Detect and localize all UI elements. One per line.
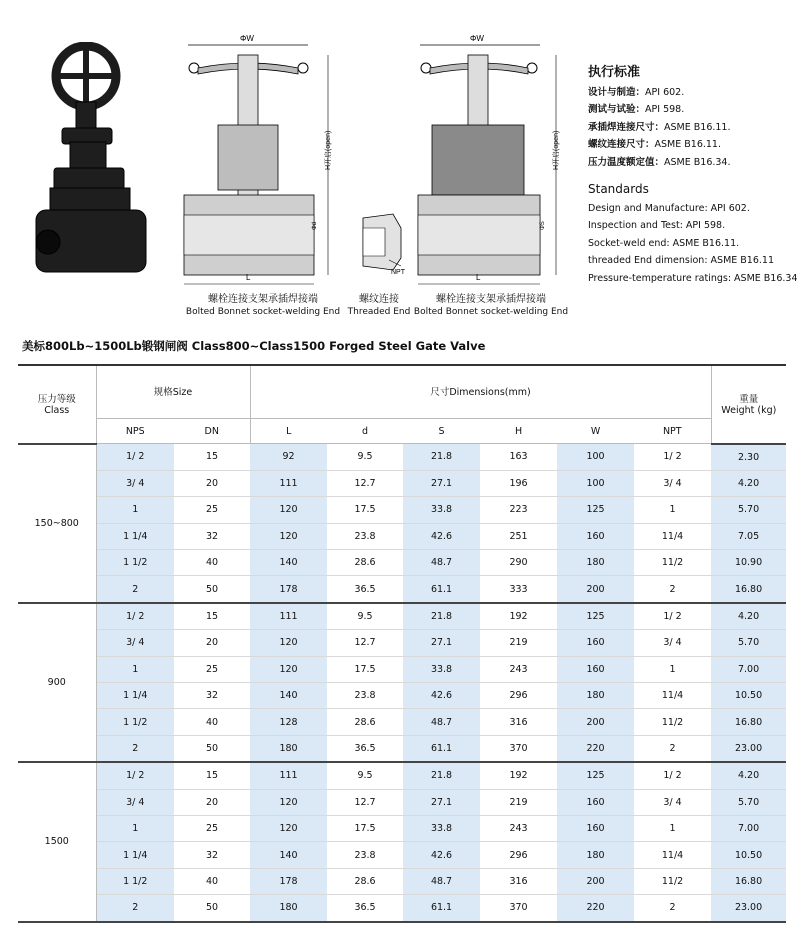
table-cell: 1 1/4 [96, 683, 174, 709]
table-cell: 11/4 [634, 523, 711, 549]
table-cell: 17.5 [327, 656, 403, 682]
socket-weld-drawing-1 [178, 30, 348, 292]
column-header-s: S [403, 419, 480, 444]
table-cell: 140 [250, 683, 327, 709]
table-cell: 5.70 [711, 497, 786, 523]
table-cell: 1 1/4 [96, 523, 174, 549]
table-title: 美标800Lb~1500Lb锻钢闸阀 Class800~Class1500 Forged Steel Gate Valve [22, 339, 486, 353]
table-cell: 223 [480, 497, 557, 523]
dim-w-label-1: ΦW [240, 34, 254, 43]
table-cell: 20 [174, 470, 250, 496]
table-cell: 3/ 4 [96, 630, 174, 656]
table-cell: 11/2 [634, 550, 711, 576]
standards-cn-line: 测试与试验：API 598. [588, 104, 685, 115]
table-cell: 2 [96, 735, 174, 762]
table-cell: 3/ 4 [96, 789, 174, 815]
standards-cn-line: 螺纹连接尺寸：ASME B16.11. [588, 139, 721, 150]
table-cell: 15 [174, 603, 250, 630]
table-cell: 36.5 [327, 735, 403, 762]
dim-d-label-1: Φd [312, 221, 318, 230]
table-cell: 12.7 [327, 630, 403, 656]
table-cell: 15 [174, 762, 250, 789]
table-cell: 61.1 [403, 735, 480, 762]
table-cell: 120 [250, 630, 327, 656]
table-cell: 333 [480, 576, 557, 603]
caption-cn-1: 螺栓连接支架承插焊接端 [208, 294, 318, 305]
column-header-w: W [557, 419, 634, 444]
table-cell: 33.8 [403, 497, 480, 523]
table-cell: 220 [557, 895, 634, 922]
table-cell: 36.5 [327, 895, 403, 922]
table-cell: 25 [174, 815, 250, 841]
standards-en-line: Design and Manufacture: API 602. [588, 202, 750, 214]
table-cell: 9.5 [327, 762, 403, 789]
table-cell: 370 [480, 895, 557, 922]
table-cell: 125 [557, 603, 634, 630]
table-cell: 220 [557, 735, 634, 762]
table-row [18, 868, 786, 894]
table-cell: 219 [480, 630, 557, 656]
table-cell: 25 [174, 497, 250, 523]
weight-header: 重量 Weight (kg) [711, 364, 786, 444]
standards-cn-heading: 执行标准 [588, 65, 641, 80]
table-cell: 16.80 [711, 709, 786, 735]
table-cell: 316 [480, 868, 557, 894]
table-cell: 40 [174, 868, 250, 894]
table-cell: 290 [480, 550, 557, 576]
column-header-dn: DN [174, 419, 250, 444]
valve-photo [28, 42, 156, 282]
table-cell: 2.30 [711, 444, 786, 471]
table-row [18, 576, 786, 603]
table-cell: 160 [557, 630, 634, 656]
npt-label: NPT [391, 269, 405, 276]
table-cell: 61.1 [403, 895, 480, 922]
caption-cn-2: 螺纹连接 [359, 294, 399, 305]
table-cell: 111 [250, 470, 327, 496]
table-cell: 28.6 [327, 709, 403, 735]
column-header-l: L [250, 419, 327, 444]
table-cell: 21.8 [403, 603, 480, 630]
standards-en-heading: Standards [588, 182, 649, 196]
table-cell: 1/ 2 [96, 444, 174, 471]
table-cell: 1 [634, 497, 711, 523]
table-cell: 48.7 [403, 868, 480, 894]
table-cell: 160 [557, 815, 634, 841]
table-cell: 1 [634, 656, 711, 682]
dim-s-label-2: ΦS [540, 221, 546, 230]
table-cell: 370 [480, 735, 557, 762]
table-cell: 21.8 [403, 444, 480, 471]
table-cell: 1 [96, 656, 174, 682]
table-cell: 1/ 2 [96, 603, 174, 630]
table-cell: 3/ 4 [96, 470, 174, 496]
table-cell: 125 [557, 762, 634, 789]
standards-en-line: Inspection and Test: API 598. [588, 220, 726, 231]
table-cell: 2 [96, 576, 174, 603]
socket-weld-drawing-2 [410, 30, 580, 292]
table-cell: 180 [557, 683, 634, 709]
table-cell: 192 [480, 603, 557, 630]
table-cell: 100 [557, 470, 634, 496]
table-cell: 20 [174, 789, 250, 815]
table-cell: 42.6 [403, 683, 480, 709]
table-row [18, 550, 786, 576]
table-cell: 120 [250, 656, 327, 682]
table-cell: 7.05 [711, 523, 786, 549]
table-cell: 2 [634, 576, 711, 603]
table-cell: 316 [480, 709, 557, 735]
table-cell: 100 [557, 444, 634, 471]
table-row [18, 709, 786, 735]
dim-h-label-2: H开启(open) [553, 130, 560, 170]
table-cell: 50 [174, 895, 250, 922]
table-cell: 5.70 [711, 630, 786, 656]
table-cell: 243 [480, 815, 557, 841]
column-header-nps: NPS [96, 419, 174, 444]
class-cell: 900 [18, 603, 96, 762]
table-row [18, 444, 786, 471]
table-cell: 180 [557, 550, 634, 576]
caption-en-1: Bolted Bonnet socket-welding End [185, 307, 341, 317]
table-cell: 1 [96, 497, 174, 523]
table-cell: 4.20 [711, 762, 786, 789]
standards-en-line: Pressure-temperature ratings: ASME B16.34 [588, 272, 798, 284]
standards-panel [588, 64, 798, 287]
table-cell: 120 [250, 523, 327, 549]
class-cell: 1500 [18, 762, 96, 921]
table-cell: 11/2 [634, 709, 711, 735]
table-top-rule [18, 364, 786, 366]
table-cell: 2 [634, 735, 711, 762]
table-cell: 200 [557, 868, 634, 894]
table-cell: 200 [557, 576, 634, 603]
table-cell: 32 [174, 842, 250, 868]
table-cell: 1 1/2 [96, 709, 174, 735]
standards-en-line: threaded End dimension: ASME B16.11 [588, 255, 775, 266]
table-cell: 25 [174, 656, 250, 682]
table-cell: 200 [557, 709, 634, 735]
standards-cn-line: 承插焊连接尺寸：ASME B16.11. [588, 121, 731, 133]
standards-en-line: Socket-weld end: ASME B16.11. [588, 237, 740, 249]
table-cell: 296 [480, 683, 557, 709]
table-cell: 27.1 [403, 789, 480, 815]
table-cell: 20 [174, 630, 250, 656]
column-header-npt: NPT [634, 419, 711, 444]
table-cell: 42.6 [403, 842, 480, 868]
table-cell: 16.80 [711, 868, 786, 894]
table-cell: 48.7 [403, 709, 480, 735]
table-row [18, 603, 786, 630]
table-cell: 17.5 [327, 497, 403, 523]
table-row [18, 470, 786, 496]
table-cell: 36.5 [327, 576, 403, 603]
table-cell: 10.50 [711, 683, 786, 709]
table-cell: 1 1/2 [96, 550, 174, 576]
table-row [18, 630, 786, 656]
table-cell: 40 [174, 550, 250, 576]
table-cell: 61.1 [403, 576, 480, 603]
table-cell: 50 [174, 576, 250, 603]
table-cell: 16.80 [711, 576, 786, 603]
dimensions-header: 尺寸Dimensions(mm) [250, 364, 711, 419]
table-row [18, 735, 786, 762]
table-cell: 180 [250, 735, 327, 762]
table-cell: 140 [250, 550, 327, 576]
table-cell: 12.7 [327, 470, 403, 496]
table-cell: 10.90 [711, 550, 786, 576]
drawing-caption-3 [406, 294, 576, 318]
table-row [18, 815, 786, 841]
table-cell: 15 [174, 444, 250, 471]
table-cell: 111 [250, 762, 327, 789]
dim-h-label-1: H开启(open) [325, 130, 332, 170]
table-cell: 120 [250, 789, 327, 815]
table-cell: 92 [250, 444, 327, 471]
table-cell: 23.8 [327, 523, 403, 549]
table-cell: 23.00 [711, 895, 786, 922]
table-cell: 11/4 [634, 683, 711, 709]
table-cell: 7.00 [711, 656, 786, 682]
table-cell: 2 [96, 895, 174, 922]
table-cell: 9.5 [327, 603, 403, 630]
standards-cn-line: 设计与制造：API 602. [588, 86, 685, 98]
size-header: 规格Size [96, 364, 250, 419]
table-cell: 1/ 2 [634, 603, 711, 630]
table-cell: 196 [480, 470, 557, 496]
table-cell: 4.20 [711, 603, 786, 630]
caption-en-3: Bolted Bonnet socket-welding End [413, 307, 569, 317]
table-cell: 219 [480, 789, 557, 815]
table-cell: 180 [557, 842, 634, 868]
table-cell: 23.8 [327, 683, 403, 709]
table-cell: 4.20 [711, 470, 786, 496]
table-row [18, 497, 786, 523]
table-cell: 1 1/2 [96, 868, 174, 894]
table-cell: 23.00 [711, 735, 786, 762]
table-cell: 180 [250, 895, 327, 922]
table-cell: 128 [250, 709, 327, 735]
table-cell: 2 [634, 895, 711, 922]
table-cell: 160 [557, 523, 634, 549]
caption-cn-3: 螺栓连接支架承插焊接端 [436, 294, 546, 305]
table-cell: 1/ 2 [634, 444, 711, 471]
table-cell: 50 [174, 735, 250, 762]
table-cell: 160 [557, 789, 634, 815]
table-cell: 11/4 [634, 842, 711, 868]
table-cell: 40 [174, 709, 250, 735]
table-cell: 11/2 [634, 868, 711, 894]
table-row [18, 683, 786, 709]
table-cell: 192 [480, 762, 557, 789]
caption-en-2: Threaded End [347, 307, 411, 317]
column-header-h: H [480, 419, 557, 444]
table-cell: 3/ 4 [634, 789, 711, 815]
table-cell: 1 1/4 [96, 842, 174, 868]
table-cell: 12.7 [327, 789, 403, 815]
table-row [18, 842, 786, 868]
table-cell: 28.6 [327, 550, 403, 576]
table-cell: 120 [250, 497, 327, 523]
standards-cn-line: 压力温度额定值：ASME B16.34. [588, 156, 731, 168]
table-cell: 251 [480, 523, 557, 549]
table-cell: 1 [634, 815, 711, 841]
class-cell: 150~800 [18, 444, 96, 603]
dim-l-label-1: L [246, 273, 251, 282]
table-cell: 178 [250, 576, 327, 603]
table-cell: 111 [250, 603, 327, 630]
product-header [0, 0, 800, 330]
table-cell: 163 [480, 444, 557, 471]
table-cell: 120 [250, 815, 327, 841]
dimension-table [18, 364, 786, 923]
dim-l-label-2: L [476, 273, 481, 282]
table-row [18, 789, 786, 815]
table-row [18, 523, 786, 549]
class-header: 压力等级 Class [18, 364, 96, 444]
table-cell: 5.70 [711, 789, 786, 815]
table-cell: 10.50 [711, 842, 786, 868]
table-cell: 27.1 [403, 630, 480, 656]
table-cell: 33.8 [403, 656, 480, 682]
table-cell: 178 [250, 868, 327, 894]
table-cell: 9.5 [327, 444, 403, 471]
threaded-end-drawing [355, 210, 415, 280]
table-cell: 32 [174, 683, 250, 709]
table-cell: 17.5 [327, 815, 403, 841]
table-cell: 28.6 [327, 868, 403, 894]
table-cell: 3/ 4 [634, 470, 711, 496]
table-cell: 1/ 2 [96, 762, 174, 789]
column-header-row [18, 419, 786, 444]
table-cell: 32 [174, 523, 250, 549]
table-cell: 140 [250, 842, 327, 868]
table-cell: 296 [480, 842, 557, 868]
table-cell: 48.7 [403, 550, 480, 576]
table-row [18, 762, 786, 789]
table-cell: 1/ 2 [634, 762, 711, 789]
table-cell: 243 [480, 656, 557, 682]
table-cell: 160 [557, 656, 634, 682]
table-row [18, 895, 786, 922]
table-row [18, 656, 786, 682]
dim-w-label-2: ΦW [470, 34, 484, 43]
table-cell: 33.8 [403, 815, 480, 841]
table-cell: 23.8 [327, 842, 403, 868]
table-cell: 3/ 4 [634, 630, 711, 656]
table-cell: 42.6 [403, 523, 480, 549]
table-cell: 1 [96, 815, 174, 841]
table-cell: 125 [557, 497, 634, 523]
table-cell: 27.1 [403, 470, 480, 496]
table-cell: 21.8 [403, 762, 480, 789]
column-header-d: d [327, 419, 403, 444]
table-cell: 7.00 [711, 815, 786, 841]
table-header-row [18, 364, 786, 419]
